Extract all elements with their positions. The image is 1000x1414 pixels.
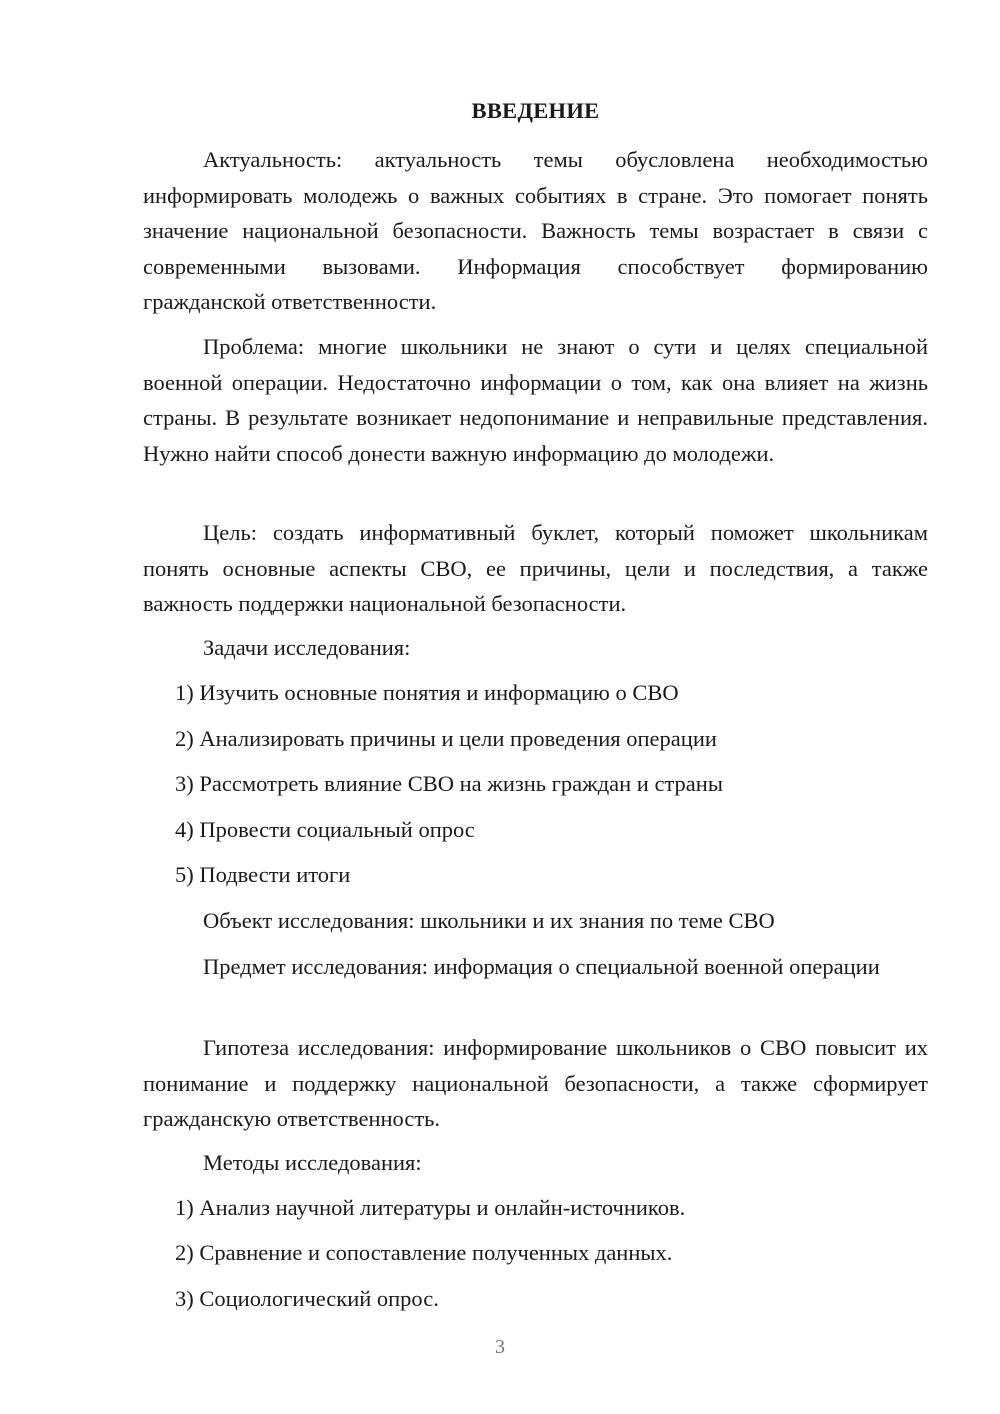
methods-heading: Методы исследования:: [203, 1150, 422, 1175]
task-item: 3) Рассмотреть влияние СВО на жизнь граждан и страны: [175, 771, 723, 796]
section-title: ВВЕДЕНИЕ: [471, 98, 600, 123]
task-item: 4) Провести социальный опрос: [175, 817, 475, 842]
method-item: 1) Анализ научной литературы и онлайн-источников.: [175, 1195, 686, 1220]
method-item: 2) Сравнение и сопоставление полученных данных.: [175, 1240, 673, 1265]
task-item: 1) Изучить основные понятия и информацию о СВО: [175, 680, 679, 705]
object-line: Объект исследования: школьники и их знания по теме СВО: [203, 908, 775, 933]
task-item: 5) Подвести итоги: [175, 862, 351, 887]
relevance-paragraph: Актуальность: актуальность темы обусловлена необходимостью информировать молодежь о важных событиях в стране. Это помогает понять значение национальной безопасности. Важность темы возрастает в связи с современными вызовами. Информация способствует формированию гражданской ответственности.: [143, 147, 928, 315]
page-number: 3: [495, 1336, 505, 1358]
problem-paragraph: Проблема: многие школьники не знают о сути и целях специальной военной операции. Недостаточно информации о том, как она влияет на жизнь страны. В результате возникает недопонимание и неправильные представления. Нужно найти способ донести важную информацию до молодежи.: [143, 334, 928, 466]
goal-paragraph: Цель: создать информативный буклет, который поможет школьникам понять основные аспекты СВО, ее причины, цели и последствия, а также важность поддержки национальной безопасности.: [143, 520, 928, 617]
method-item: 3) Социологический опрос.: [175, 1286, 439, 1311]
task-item: 2) Анализировать причины и цели проведения операции: [175, 726, 717, 751]
hypothesis-paragraph: Гипотеза исследования: информирование школьников о СВО повысит их понимание и поддержку национальной безопасности, а также сформирует гражданскую ответственность.: [143, 1035, 928, 1132]
tasks-heading: Задачи исследования:: [203, 635, 411, 660]
subject-paragraph: Предмет исследования: информация о специальной военной операции: [203, 954, 880, 979]
